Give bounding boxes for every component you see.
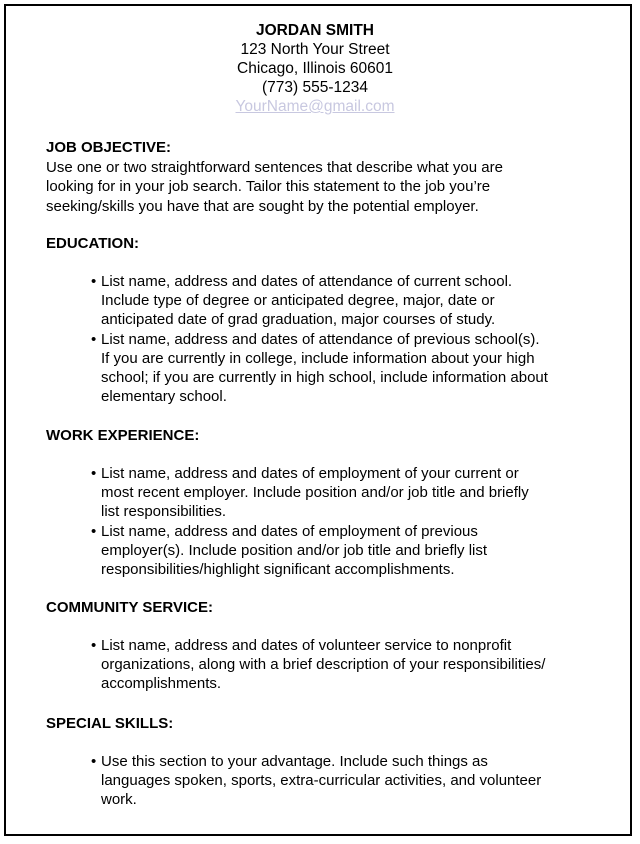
bullet-line: school; if you are currently in high school, include information about — [101, 369, 548, 387]
community-bullets — [91, 636, 591, 694]
street-address: 123 North Your Street — [240, 41, 390, 58]
bullet-line: responsibilities/highlight significant accomplishments. — [101, 561, 455, 579]
resume-header — [0, 21, 630, 116]
education-section — [46, 234, 606, 254]
phone-number: (773) 555-1234 — [262, 79, 368, 96]
bullet-icon: • — [91, 637, 97, 654]
bullet-line: organizations, along with a brief description of your responsibilities/ — [101, 656, 546, 674]
bullet-item — [91, 636, 591, 694]
work-section — [46, 426, 606, 446]
education-bullets — [91, 272, 591, 406]
bullet-icon: • — [91, 330, 97, 348]
skills-bullets — [91, 752, 591, 810]
bullet-line: Include type of degree or anticipated degree, major, date or — [101, 292, 495, 310]
bullet-line: languages spoken, sports, extra-curricular activities, and volunteer — [101, 772, 542, 790]
bullet-icon: • — [91, 273, 97, 290]
bullet-line: elementary school. — [101, 388, 227, 406]
bullet-item — [91, 752, 591, 810]
candidate-name: JORDAN SMITH — [256, 22, 374, 39]
bullet-item — [91, 522, 591, 580]
bullet-line: anticipated date of grad graduation, major courses of study. — [101, 311, 496, 329]
bullet-line: If you are currently in college, include information about your high — [101, 349, 535, 367]
bullet-line: list responsibilities. — [101, 503, 227, 521]
bullet-line: List name, address and dates of attendance of current school. — [101, 273, 513, 290]
bullet-line: accomplishments. — [101, 675, 222, 693]
objective-section — [46, 138, 606, 216]
bullet-line: List name, address and dates of attendance of previous school(s). — [101, 330, 540, 348]
bullet-line: List name, address and dates of employment of previous — [101, 522, 478, 540]
objective-line-2: looking for in your job search. Tailor this statement to the job you’re — [46, 178, 491, 195]
section-title-work: WORK EXPERIENCE: — [46, 427, 200, 444]
bullet-item — [91, 272, 591, 330]
work-bullets — [91, 464, 591, 579]
bullet-line: work. — [101, 791, 137, 809]
skills-section — [46, 714, 606, 734]
page-border — [4, 4, 632, 836]
bullet-line: List name, address and dates of volunteer service to nonprofit — [101, 637, 512, 654]
bullet-line: employer(s). Include position and/or job title and briefly list — [101, 541, 488, 559]
objective-line-1: Use one or two straightforward sentences that describe what you are — [46, 158, 503, 176]
bullet-icon: • — [91, 753, 97, 770]
section-title-objective: JOB OBJECTIVE: — [46, 139, 172, 156]
email-link[interactable]: YourName@gmail.com — [235, 98, 395, 115]
section-title-skills: SPECIAL SKILLS: — [46, 715, 174, 732]
section-title-community: COMMUNITY SERVICE: — [46, 599, 213, 616]
city-state-zip: Chicago, Illinois 60601 — [237, 60, 393, 77]
bullet-item — [91, 330, 591, 407]
bullet-icon: • — [91, 522, 97, 540]
bullet-item — [91, 464, 591, 522]
bullet-icon: • — [91, 465, 97, 482]
bullet-line: Use this section to your advantage. Include such things as — [101, 753, 488, 770]
objective-line-3: seeking/skills you have that are sought by the potential employer. — [46, 197, 479, 215]
section-title-education: EDUCATION: — [46, 235, 140, 252]
community-section — [46, 598, 606, 618]
bullet-line: most recent employer. Include position and/or job title and briefly — [101, 484, 529, 502]
bullet-line: List name, address and dates of employment of your current or — [101, 465, 519, 482]
